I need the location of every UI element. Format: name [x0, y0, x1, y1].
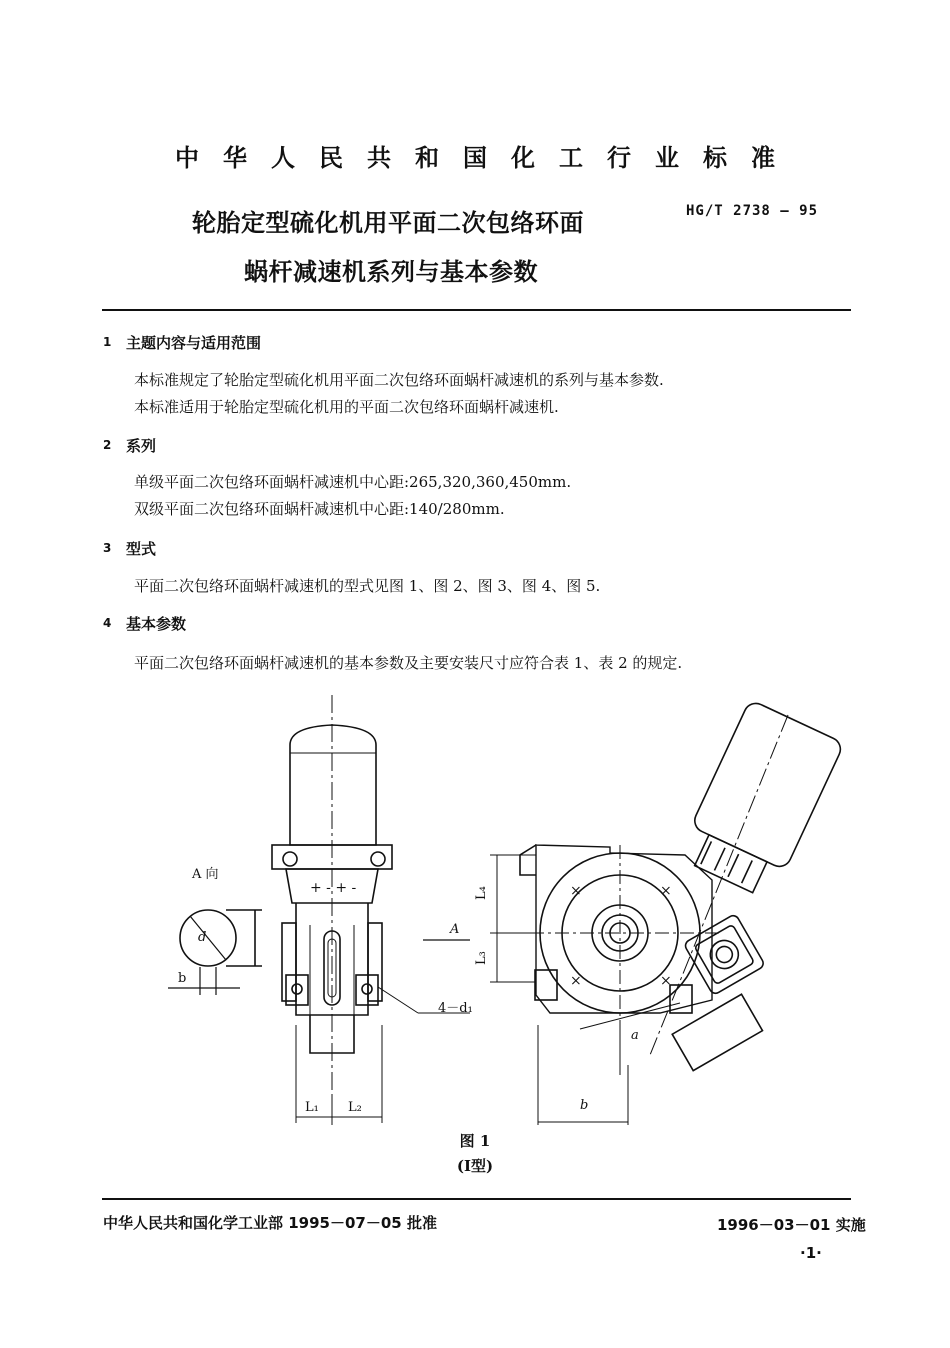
label-l1: L₁	[305, 1100, 319, 1115]
label-l2: L₂	[348, 1100, 362, 1115]
standard-title: 中华人民共和国化工行业标准	[175, 144, 799, 172]
label-l4: L₄	[474, 886, 489, 900]
effective-date: 1996－03－01 实施	[717, 1216, 866, 1234]
paragraph: 本标准适用于轮胎定型硫化机用的平面二次包络环面蜗杆减速机.	[134, 398, 559, 416]
paragraph: 单级平面二次包络环面蜗杆减速机中心距:265,320,360,450mm.	[134, 473, 572, 491]
svg-text:×: ×	[660, 973, 672, 989]
section-title: 主题内容与适用范围	[126, 334, 262, 352]
footer-rule	[102, 1198, 851, 1200]
label-view-a: A 向	[192, 867, 219, 882]
label-d: d	[198, 930, 207, 945]
page-number: ·1·	[800, 1244, 822, 1262]
side-motor-body	[691, 699, 844, 870]
standard-code: HG/T 2738 — 95	[686, 203, 819, 219]
section-number: 3	[103, 541, 112, 555]
label-l3: L₃	[474, 951, 489, 965]
svg-text:×: ×	[570, 973, 582, 989]
section-number: 1	[103, 335, 112, 349]
label-b-left: b	[178, 971, 187, 986]
figure-subcaption: (Ⅰ型)	[456, 1157, 494, 1175]
svg-text:+ - + -: + - + -	[310, 880, 357, 896]
paragraph: 平面二次包络环面蜗杆减速机的型式见图 1、图 2、图 3、图 4、图 5.	[134, 577, 601, 595]
document-title-line2: 蜗杆减速机系列与基本参数	[244, 258, 538, 286]
section-title: 基本参数	[126, 615, 187, 633]
svg-text:×: ×	[570, 883, 582, 899]
issuer-line: 中华人民共和国化学工业部 1995－07－05 批准	[103, 1214, 437, 1232]
document-title-line1: 轮胎定型硫化机用平面二次包络环面	[192, 209, 584, 237]
svg-text:×: ×	[660, 883, 672, 899]
section-number: 2	[103, 438, 112, 452]
header-rule	[102, 309, 851, 311]
label-b-right: b	[580, 1098, 589, 1113]
label-arrow-a: A	[450, 922, 460, 937]
section-title: 系列	[126, 437, 157, 455]
paragraph: 本标准规定了轮胎定型硫化机用平面二次包络环面蜗杆减速机的系列与基本参数.	[134, 371, 664, 389]
section-title: 型式	[126, 540, 157, 558]
motor-body	[290, 725, 376, 845]
label-holes: 4－d₁	[438, 1001, 473, 1016]
label-a: a	[631, 1028, 639, 1043]
paragraph: 双级平面二次包络环面蜗杆减速机中心距:140/280mm.	[134, 500, 505, 518]
section-number: 4	[103, 616, 112, 630]
paragraph: 平面二次包络环面蜗杆减速机的基本参数及主要安装尺寸应符合表 1、表 2 的规定.	[134, 654, 683, 672]
figure-caption: 图 1	[459, 1132, 491, 1150]
figure-1-drawing	[140, 695, 860, 1125]
